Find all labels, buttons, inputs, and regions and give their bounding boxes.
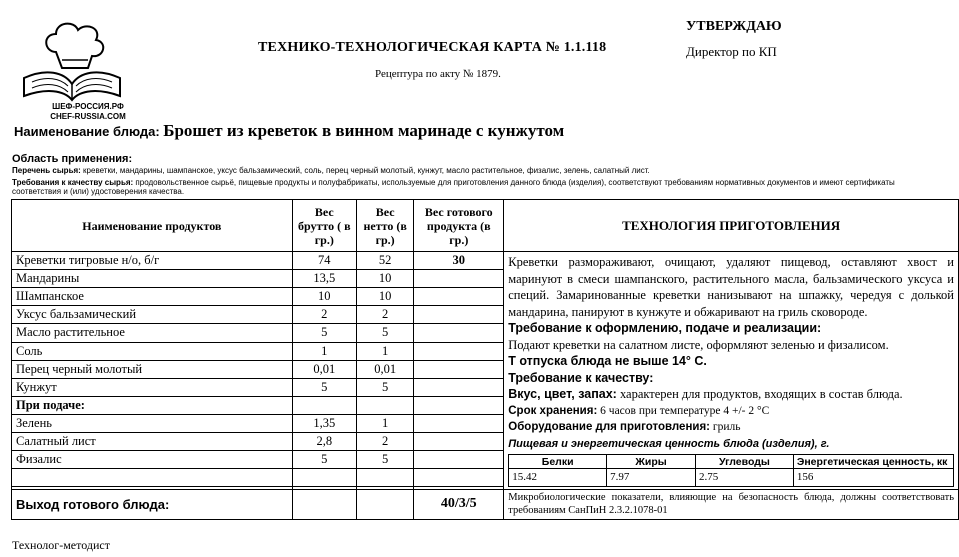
gross-weight: 2 bbox=[292, 306, 356, 324]
raw-materials-list bbox=[12, 166, 650, 175]
gross-weight: 13,5 bbox=[292, 270, 356, 288]
net-weight bbox=[356, 469, 413, 487]
nutrition-title: Пищевая и энергетическая ценность блюда (изделия), г. bbox=[508, 437, 830, 450]
product-name bbox=[12, 469, 293, 487]
gross-weight: 0,01 bbox=[292, 360, 356, 378]
yield-weight bbox=[414, 469, 504, 487]
technologist-signature-line: Технолог-методист bbox=[12, 538, 110, 552]
recipe-table bbox=[11, 199, 959, 520]
product-name: Уксус бальзамический bbox=[12, 306, 293, 324]
taste-label: Вкус, цвет, запах: bbox=[508, 387, 617, 401]
nutr-header-fats: Жиры bbox=[607, 455, 696, 469]
raw-quality-requirements bbox=[12, 178, 942, 196]
dish-name-label: Наименование блюда: bbox=[14, 124, 160, 139]
header-yield-weight: Вес готового продукта (в гр.) bbox=[414, 200, 504, 252]
product-name: Кунжут bbox=[12, 378, 293, 396]
nutr-carbs: 2.75 bbox=[696, 469, 794, 487]
net-weight: 5 bbox=[356, 378, 413, 396]
net-weight: 1 bbox=[356, 342, 413, 360]
microbiology-note: Микробиологические показатели, влияющие на безопасность блюда, должны соответствовать требованиям СанПиН 2.3.2.1078-01 bbox=[504, 489, 959, 519]
raw-quality-label: Требования к качеству сырья: bbox=[12, 178, 134, 187]
yield-weight bbox=[414, 360, 504, 378]
product-name: Перец черный молотый bbox=[12, 360, 293, 378]
gross-weight bbox=[292, 469, 356, 487]
output-row bbox=[12, 489, 959, 519]
output-label: Выход готового блюда: bbox=[12, 489, 293, 519]
header-product-name: Наименование продуктов bbox=[12, 200, 293, 252]
technology-cell bbox=[504, 252, 959, 490]
raw-materials-text: креветки, мандарины, шампанское, уксус бальзамический, соль, перец черный молотый, кунжут, масло растительное, физалис, зелень, салатный лист. bbox=[80, 166, 650, 175]
product-name: Физалис bbox=[12, 451, 293, 469]
yield-weight bbox=[414, 396, 504, 414]
gross-weight: 2,8 bbox=[292, 433, 356, 451]
product-name: Креветки тигровые н/о, б/г bbox=[12, 252, 293, 270]
net-weight: 10 bbox=[356, 288, 413, 306]
gross-weight: 1,35 bbox=[292, 414, 356, 432]
raw-materials-label: Перечень сырья: bbox=[12, 166, 81, 175]
gross-weight bbox=[292, 396, 356, 414]
serving-section-label: При подаче: bbox=[12, 396, 293, 414]
gross-weight: 1 bbox=[292, 342, 356, 360]
gross-weight: 74 bbox=[292, 252, 356, 270]
nutr-fats: 7.97 bbox=[607, 469, 696, 487]
scope-label: Область применения: bbox=[12, 153, 133, 165]
nutr-proteins: 15.42 bbox=[509, 469, 607, 487]
technology-description: Креветки размораживают, очищают, удаляют пищевод, оставляют хвост и маринуют в смеси шампанского, растительного масла, бальзамического уксуса и специй. Замаринованные креветки нанизывают на шпажку, чередуя с долькой мандарина, панируют в кунжуте и обжаривают на гриль сковороде. bbox=[508, 255, 954, 319]
yield-weight bbox=[414, 378, 504, 396]
approver-title: Директор по КП bbox=[686, 44, 777, 59]
taste-line bbox=[508, 386, 954, 403]
yield-weight bbox=[414, 433, 504, 451]
product-name: Салатный лист bbox=[12, 433, 293, 451]
product-name: Масло растительное bbox=[12, 324, 293, 342]
gross-weight: 5 bbox=[292, 451, 356, 469]
serving-requirements-title: Требование к оформлению, подаче и реализации: bbox=[508, 321, 822, 335]
dish-name: Брошет из креветок в винном маринаде с кунжутом bbox=[163, 121, 565, 140]
yield-weight bbox=[414, 270, 504, 288]
nutrition-table bbox=[508, 454, 954, 487]
net-weight: 1 bbox=[356, 414, 413, 432]
equipment-label: Оборудование для приготовления: bbox=[508, 421, 711, 433]
serving-temperature: Т отпуска блюда не выше 14° С. bbox=[508, 354, 707, 368]
net-weight: 5 bbox=[356, 451, 413, 469]
net-weight: 0,01 bbox=[356, 360, 413, 378]
dish-name-line bbox=[14, 121, 564, 141]
table-row bbox=[12, 252, 959, 270]
header-net-weight: Вес нетто (в гр.) bbox=[356, 200, 413, 252]
nutr-header-energy: Энергетическая ценность, кк bbox=[793, 455, 953, 469]
yield-weight bbox=[414, 324, 504, 342]
output-value: 40/3/5 bbox=[414, 489, 504, 519]
yield-weight bbox=[414, 288, 504, 306]
net-weight: 52 bbox=[356, 252, 413, 270]
document-title: ТЕХНИКО-ТЕХНОЛОГИЧЕСКАЯ КАРТА № 1.1.118 bbox=[258, 40, 607, 55]
quality-requirements-title: Требование к качеству: bbox=[508, 370, 654, 385]
yield-weight bbox=[414, 414, 504, 432]
chef-russia-logo bbox=[16, 12, 128, 124]
net-weight: 2 bbox=[356, 433, 413, 451]
recipe-reference: Рецептура по акту № 1879. bbox=[375, 68, 501, 80]
storage-line bbox=[508, 403, 954, 420]
nutr-energy: 156 bbox=[793, 469, 953, 487]
taste-text: характерен для продуктов, входящих в состав блюда. bbox=[616, 387, 903, 401]
nutr-header-carbs: Углеводы bbox=[696, 455, 794, 469]
logo-text-ru: ШЕФ-РОССИЯ.РФ bbox=[52, 102, 124, 111]
storage-text: 6 часов при температуре 4 +/- 2 °С bbox=[597, 404, 770, 417]
equipment-text: гриль bbox=[710, 421, 741, 433]
nutr-header-proteins: Белки bbox=[509, 455, 607, 469]
raw-quality-text: продовольственное сырьё, пищевые продукты и полуфабрикаты, используемые для приготовления данного блюда (изделия), соответствуют требованиям нормативных документов и имеют сертификаты соответствия и (или) удостоверения качества. bbox=[12, 178, 895, 196]
yield-weight bbox=[414, 451, 504, 469]
yield-weight bbox=[414, 342, 504, 360]
storage-label: Срок хранения: bbox=[508, 404, 598, 417]
header-gross-weight: Вес брутто ( в гр.) bbox=[292, 200, 356, 252]
serving-requirements-text: Подают креветки на салатном листе, оформляют зеленью и физалисом. bbox=[508, 337, 889, 352]
product-name: Соль bbox=[12, 342, 293, 360]
net-weight bbox=[356, 396, 413, 414]
product-name: Зелень bbox=[12, 414, 293, 432]
header-technology: ТЕХНОЛОГИЯ ПРИГОТОВЛЕНИЯ bbox=[504, 200, 959, 252]
yield-weight: 30 bbox=[414, 252, 504, 270]
net-weight: 2 bbox=[356, 306, 413, 324]
yield-weight bbox=[414, 306, 504, 324]
gross-weight: 10 bbox=[292, 288, 356, 306]
product-name: Мандарины bbox=[12, 270, 293, 288]
gross-weight: 5 bbox=[292, 378, 356, 396]
equipment-line bbox=[508, 419, 954, 436]
net-weight: 10 bbox=[356, 270, 413, 288]
gross-weight: 5 bbox=[292, 324, 356, 342]
logo-text-en: CHEF-RUSSIA.COM bbox=[50, 112, 126, 121]
net-weight: 5 bbox=[356, 324, 413, 342]
chef-hat-book-icon bbox=[16, 12, 128, 104]
approval-heading: УТВЕРЖДАЮ bbox=[686, 19, 782, 34]
product-name: Шампанское bbox=[12, 288, 293, 306]
